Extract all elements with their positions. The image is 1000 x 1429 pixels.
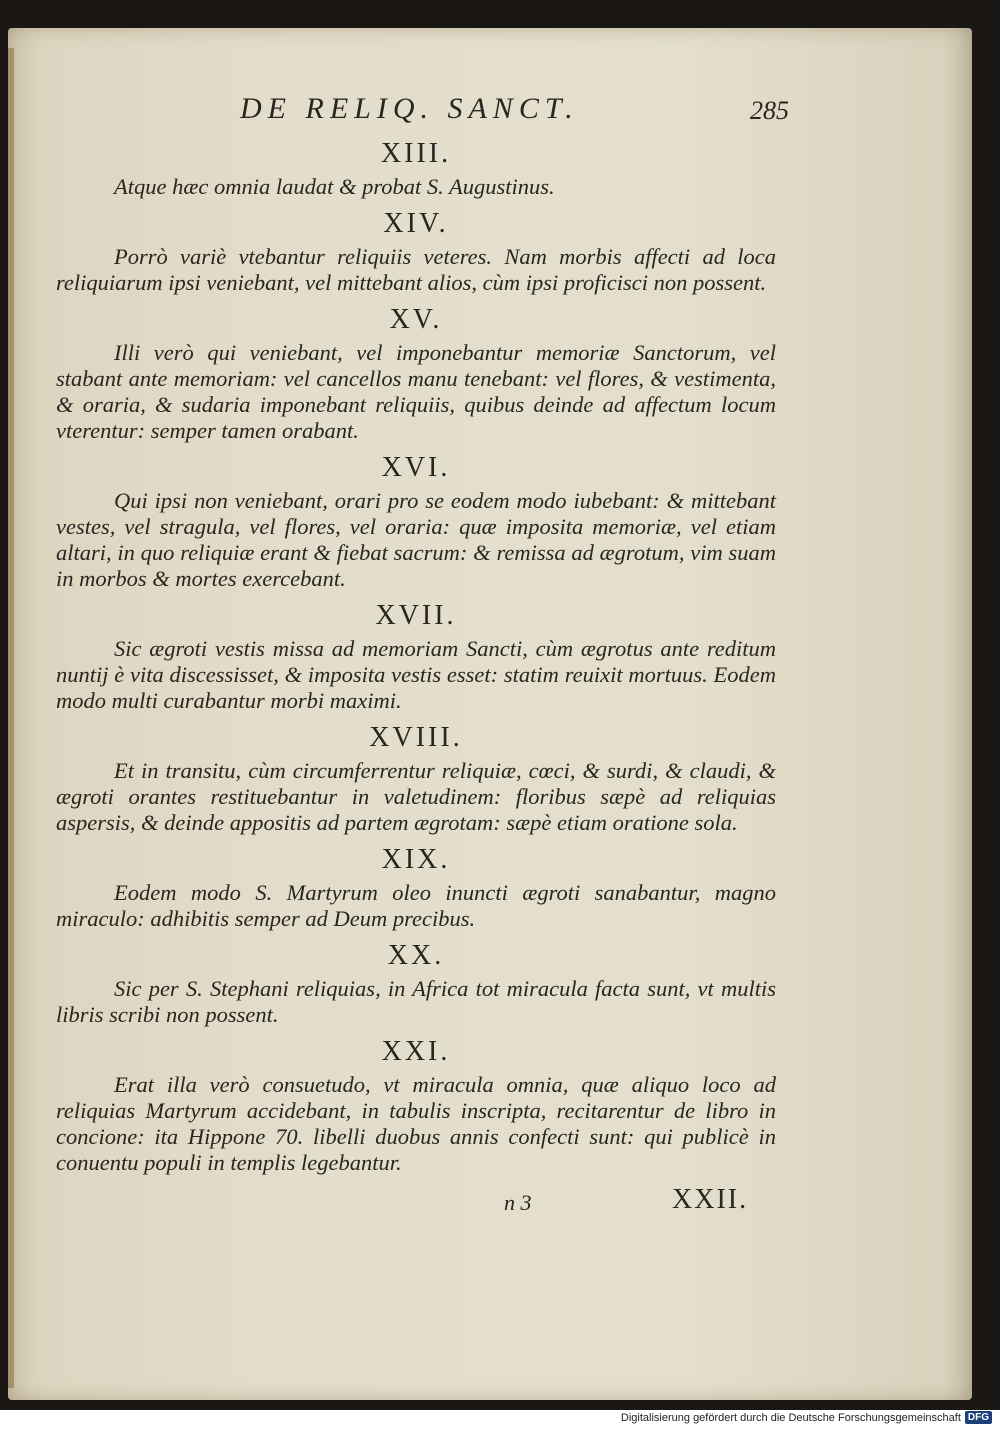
section-numeral: XX.	[387, 940, 445, 971]
book-page	[8, 28, 972, 1400]
page-edge	[8, 48, 14, 1388]
signature-mark: n 3	[504, 1190, 532, 1215]
section-xvi	[56, 448, 776, 592]
section-numeral: XVI.	[381, 452, 451, 483]
section-text: Eodem modo S. Martyrum oleo inuncti ægroti sanabantur, magno miraculo: adhibitis semper ad Deum precibus.	[56, 880, 776, 931]
section-text: Porrò variè vtebantur reliquiis veteres. Nam morbis affecti ad loca reliquiarum ipsi veniebant, vel mittebant alios, cùm ipsi proficisci non possent.	[56, 244, 776, 295]
section-numeral: XV.	[389, 304, 443, 335]
credit-text: Digitalisierung gefördert durch die Deutsche Forschungsgemeinschaft	[620, 1411, 961, 1424]
section-text: Qui ipsi non veniebant, orari pro se eodem modo iubebant: & mittebant vestes, vel stragula, vel flores, vel oraria: quæ imposita memoriæ, vel etiam altari, in quo reliquiæ erant & fiebat sacrum: & remissa ad ægrotum, vim suam in morbos & mortes exercebant.	[56, 488, 776, 591]
section-numeral: XIV.	[383, 208, 449, 239]
section-text: Sic per S. Stephani reliquias, in Africa tot miracula facta sunt, vt multis libris scribi non possent.	[56, 976, 776, 1027]
page-number: 285	[750, 96, 789, 125]
dfg-logo-icon: DFG	[965, 1411, 992, 1424]
text-block	[56, 92, 789, 1224]
section-xx	[56, 936, 776, 1028]
page-footer	[56, 1184, 776, 1224]
section-xxi	[56, 1032, 776, 1176]
running-head	[56, 92, 789, 134]
section-numeral: XIX.	[381, 844, 451, 875]
running-title: DE RELIQ. SANCT.	[240, 92, 579, 125]
section-xiii	[56, 134, 776, 200]
digitization-credit	[621, 1411, 992, 1424]
section-numeral: XVIII.	[369, 722, 463, 753]
section-text: Sic ægroti vestis missa ad memoriam Sancti, cùm ægrotus ante reditum nuntij è vita discessisset, & imposita vestis esset: statim reuixit mortuus. Eodem modo multi curabantur morbi maximi.	[56, 636, 776, 713]
section-text: Illi verò qui veniebant, vel imponebantur memoriæ Sanctorum, vel stabant ante memoriam: vel cancellos manu tenebant: vel flores, & vestimenta, & oraria, & sudaria imponebant reliquiis, quibus deinde ad affectum locum vterentur: semper tamen orabant.	[56, 340, 776, 443]
section-xix	[56, 840, 776, 932]
section-xv	[56, 300, 776, 444]
section-xviii	[56, 718, 776, 836]
section-text: Et in transitu, cùm circumferrentur reliquiæ, cœci, & surdi, & claudi, & ægroti orantes restituebantur in valetudinem: floribus sæpè ad reliquias aspersis, & deinde appositis ad partem ægrotam: sæpè etiam oratione sola.	[56, 758, 776, 835]
section-numeral: XIII.	[380, 138, 452, 169]
section-text: Erat illa verò consuetudo, vt miracula omnia, quæ aliquo loco ad reliquias Martyrum accidebant, in tabulis inscripta, recitarentur de libro in concione: ita Hippone 70. libelli duobus annis confecti sunt: qui publicè in conuentu populi in templis legebantur.	[56, 1072, 776, 1175]
section-xvii	[56, 596, 776, 714]
catchword: XXII.	[672, 1184, 749, 1215]
section-numeral: XXI.	[381, 1036, 451, 1067]
section-text: Atque hæc omnia laudat & probat S. Augustinus.	[114, 174, 555, 199]
section-numeral: XVII.	[375, 600, 457, 631]
section-xiv	[56, 204, 776, 296]
